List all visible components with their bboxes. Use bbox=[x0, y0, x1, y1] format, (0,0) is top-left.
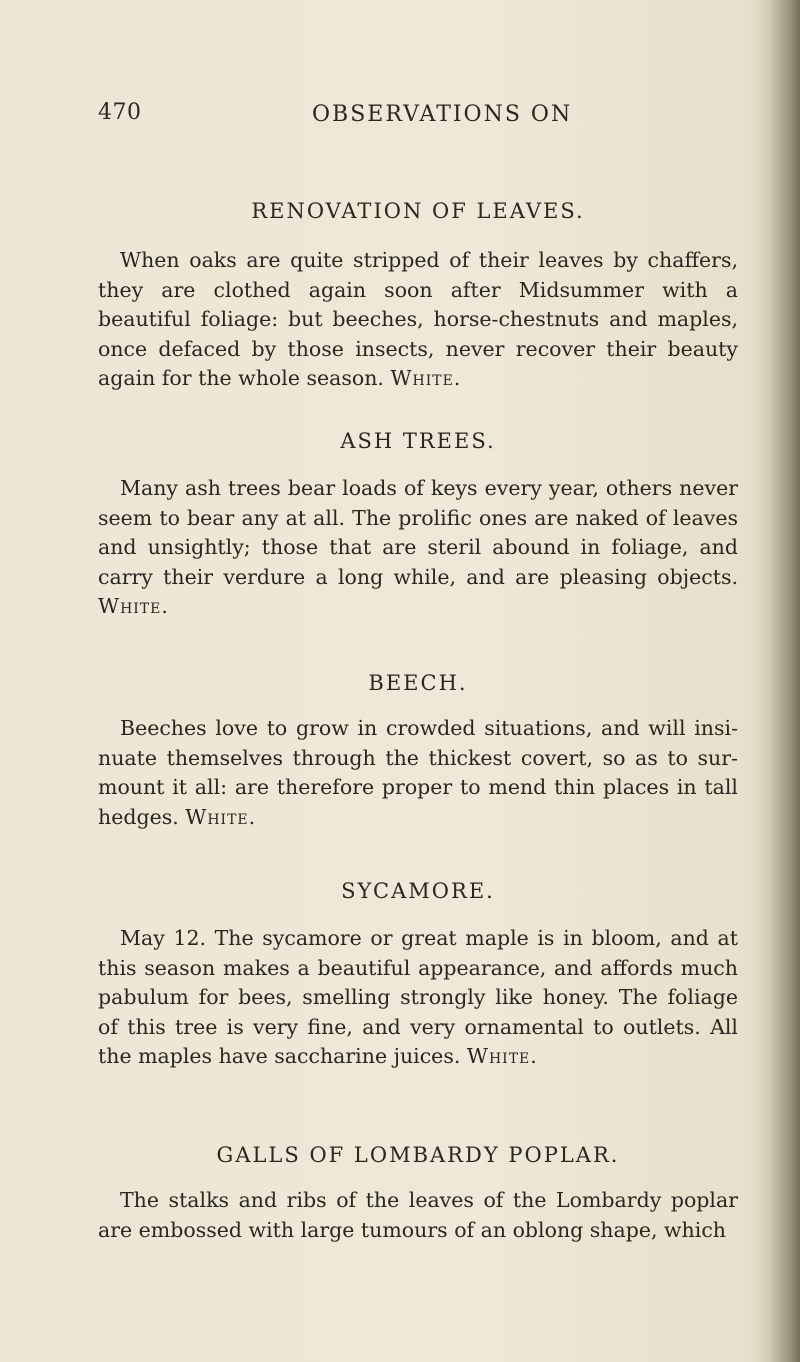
section-paragraph bbox=[98, 246, 738, 394]
paragraph-text: Beeches love to grow in crowded situations, and will insi-nuate themselves through the thickest covert, so as to sur-mount it all: are therefore proper to mend thin places in tall hedges. bbox=[98, 716, 738, 829]
section-paragraph bbox=[98, 714, 738, 832]
paragraph-text: The stalks and ribs of the leaves of the Lombardy poplar are embossed with large tumours of an oblong shape, which bbox=[98, 1188, 738, 1242]
section-galls-of-lombardy-poplar bbox=[98, 1140, 738, 1245]
author-signature: White. bbox=[466, 1044, 538, 1068]
page-header bbox=[0, 96, 800, 136]
section-heading: SYCAMORE. bbox=[341, 879, 495, 903]
section-heading: RENOVATION OF LEAVES. bbox=[251, 199, 585, 223]
page-number: 470 bbox=[98, 100, 142, 125]
section-heading: ASH TREES. bbox=[340, 429, 496, 453]
paragraph-text: Many ash trees bear loads of keys every year, others never seem to bear any at all. The prolific ones are naked of leaves and unsightly; those that are steril abound in foliage, and carry their verdure a long while, and are pleasing objects. bbox=[98, 476, 738, 589]
section-heading: BEECH. bbox=[368, 671, 468, 695]
section-paragraph bbox=[98, 474, 738, 622]
section-ash-trees bbox=[98, 426, 738, 622]
section-beech bbox=[98, 668, 738, 832]
running-head: OBSERVATIONS ON bbox=[312, 102, 573, 127]
section-paragraph bbox=[98, 1186, 738, 1245]
paragraph-text: May 12. The sycamore or great maple is in bloom, and at this season makes a beautiful appearance, and affords much pabulum for bees, smelling strongly like honey. The foliage of this tree is very fine, and very ornamental to outlets. All the maples have saccharine juices. bbox=[98, 926, 738, 1068]
section-renovation-of-leaves bbox=[98, 196, 738, 394]
section-heading: GALLS OF LOMBARDY POPLAR. bbox=[216, 1143, 620, 1167]
section-paragraph bbox=[98, 924, 738, 1072]
section-sycamore bbox=[98, 876, 738, 1072]
author-signature: White. bbox=[185, 804, 257, 829]
author-signature: White. bbox=[98, 594, 169, 618]
paragraph-text: When oaks are quite stripped of their leaves by chaffers, they are clothed again soon after Midsummer with a beautiful foliage: but beeches, horse-chestnuts and maples, once defaced by those insects, never recover their beauty again for the whole season. bbox=[98, 248, 738, 390]
author-signature: White. bbox=[390, 366, 462, 390]
page-edge-shadow bbox=[770, 0, 800, 1362]
